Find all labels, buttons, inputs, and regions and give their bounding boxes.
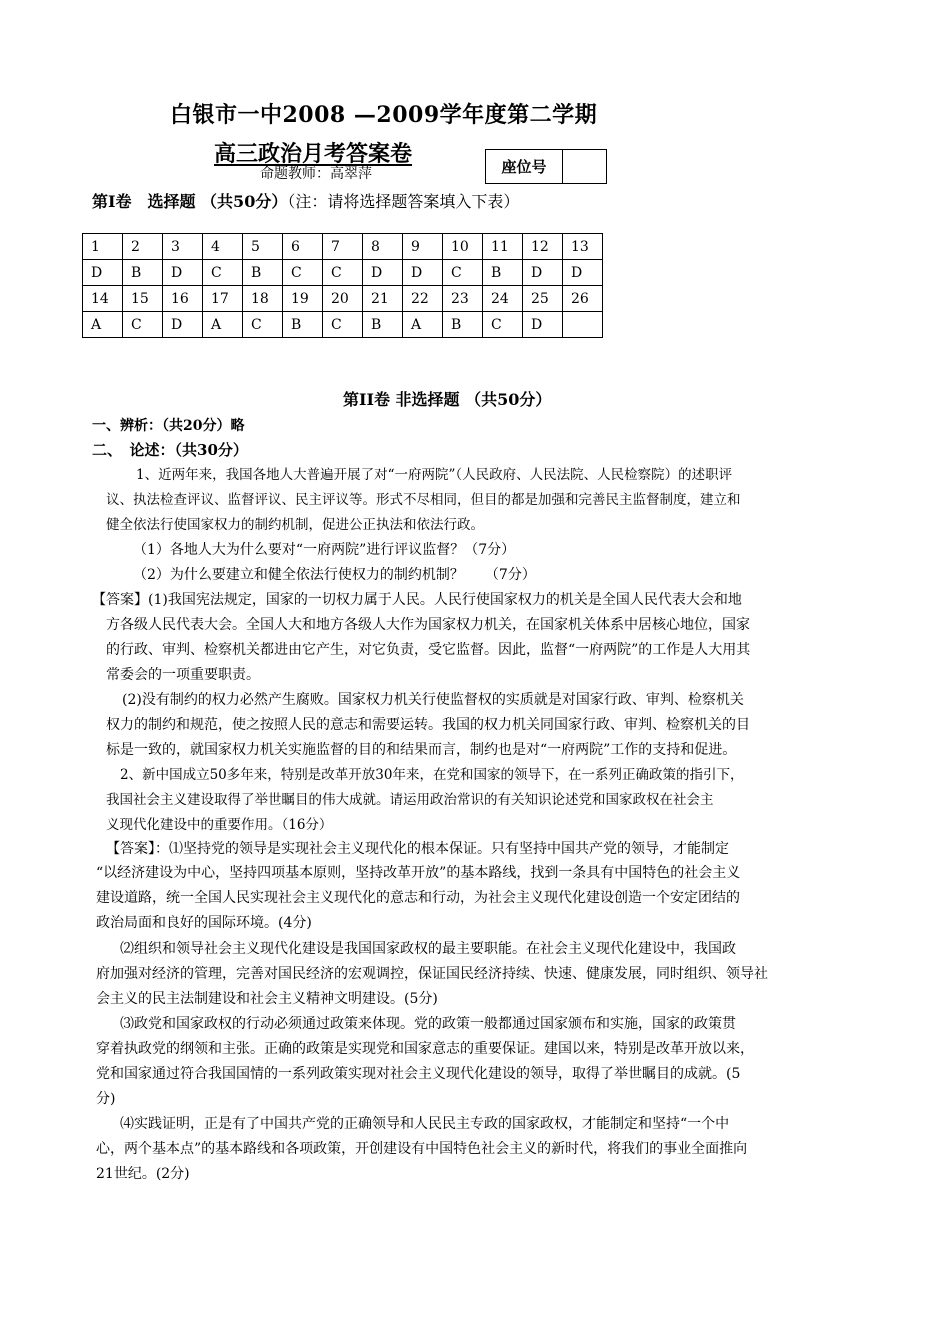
question-number-cell: 21 bbox=[363, 286, 403, 312]
q2-stem-line: 我国社会主义建设取得了举世瞩目的伟大成就。请运用政治常识的有关知识论述党和国家政权在社会主 bbox=[106, 792, 714, 808]
answer-cell: D bbox=[163, 260, 203, 286]
section-2-heading: 二、 论述：（共30分） bbox=[92, 441, 248, 459]
q1-answer-line: 方各级人民代表大会。全国人大和地方各级人大作为国家权力机关，在国家机关体系中居核心地位，国家 bbox=[106, 617, 750, 633]
q2-answer-line: 分) bbox=[96, 1091, 116, 1107]
question-number-cell: 24 bbox=[483, 286, 523, 312]
question-number-cell: 3 bbox=[163, 234, 203, 260]
q2-answer-line: 府加强对经济的管理，完善对国民经济的宏观调控，保证国民经济持续、快速、健康发展，同时组织、领导社 bbox=[96, 966, 768, 982]
question-number-cell: 4 bbox=[203, 234, 243, 260]
question-number-cell: 25 bbox=[523, 286, 563, 312]
q2-answer-line: 党和国家通过符合我国国情的一系列政策实现对社会主义现代化建设的领导，取得了举世瞩目的成就。(5 bbox=[96, 1066, 741, 1082]
answer-cell: C bbox=[443, 260, 483, 286]
answer-cell: B bbox=[243, 260, 283, 286]
q2-answer-line: ⑵组织和领导社会主义现代化建设是我国国家政权的最主要职能。在社会主义现代化建设中，我国政 bbox=[120, 941, 736, 957]
part1-note: （注：请将选择题答案填入下表） bbox=[287, 192, 520, 211]
question-number-cell: 7 bbox=[323, 234, 363, 260]
q1-stem-line: 健全依法行使国家权力的制约机制，促进公正执法和依法行政。 bbox=[106, 517, 484, 533]
q1-answer-line: 权力的制约和规范，使之按照人民的意志和需要运转。我国的权力机关同国家行政、审判、检察机关的目 bbox=[106, 717, 750, 733]
question-number-cell: 22 bbox=[403, 286, 443, 312]
q2-answer-line: 建设道路，统一全国人民实现社会主义现代化的意志和行动，为社会主义现代化建设创造一个安定团结的 bbox=[96, 890, 740, 906]
q2-answer-line: “以经济建设为中心，坚持四项基本原则，坚持改革开放”的基本路线，找到一条具有中国特色的社会主义 bbox=[96, 865, 741, 881]
question-number-cell: 17 bbox=[203, 286, 243, 312]
seat-number-field[interactable] bbox=[563, 150, 606, 183]
title-line-2: 高三政治月考答案卷 bbox=[214, 141, 413, 167]
answer-cell: B bbox=[363, 312, 403, 338]
answer-cell: A bbox=[203, 312, 243, 338]
section-1-heading: 一、辨析：（共20分）略 bbox=[92, 418, 245, 434]
question-number-cell: 20 bbox=[323, 286, 363, 312]
question-number-cell: 26 bbox=[563, 286, 603, 312]
question-number-row bbox=[83, 286, 603, 312]
q1-subquestion: （2）为什么要建立和健全依法行使权力的制约机制？ （7分） bbox=[133, 567, 536, 583]
q2-stem-line: 义现代化建设中的重要作用。（16分） bbox=[106, 817, 333, 833]
answer-cell: D bbox=[163, 312, 203, 338]
answer-cell bbox=[563, 312, 603, 338]
q2-answer-line: ⑶政党和国家政权的行动必须通过政策来体现。党的政策一般都通过国家颁布和实施，国家的政策贯 bbox=[120, 1016, 736, 1032]
answer-cell: B bbox=[483, 260, 523, 286]
q1-answer-line: 标是一致的，就国家权力机关实施监督的目的和结果而言，制约也是对“一府两院”工作的支持和促进。 bbox=[106, 742, 737, 758]
answer-cell: B bbox=[283, 312, 323, 338]
part1-title: 第Ⅰ卷 选择题 （共50分） bbox=[92, 192, 288, 211]
q2-answer-line: 穿着执政党的纲领和主张。正确的政策是实现党和国家意志的重要保证。建国以来，特别是改革开放以来， bbox=[96, 1041, 754, 1057]
question-number-cell: 6 bbox=[283, 234, 323, 260]
question-number-cell: 1 bbox=[83, 234, 123, 260]
question-number-cell: 11 bbox=[483, 234, 523, 260]
q2-answer-line: ⑷实践证明，正是有了中国共产党的正确领导和人民民主专政的国家政权，才能制定和坚持“一个中 bbox=[120, 1116, 730, 1132]
answer-cell: D bbox=[523, 312, 563, 338]
q1-stem-line: 议、执法检查评议、监督评议、民主评议等。形式不尽相同，但目的都是加强和完善民主监督制度，建立和 bbox=[106, 492, 741, 508]
question-number-cell: 14 bbox=[83, 286, 123, 312]
answer-cell: C bbox=[323, 260, 363, 286]
answer-table bbox=[82, 233, 603, 338]
q1-answer-line: 【答案】(1)我国宪法规定，国家的一切权力属于人民。人民行使国家权力的机关是全国人民代表大会和地 bbox=[92, 592, 742, 608]
q1-answer-line: 的行政、审判、检察机关都进由它产生，对它负责，受它监督。因此，监督“一府两院”的工作是人大用其 bbox=[106, 642, 751, 658]
q2-answer-line: 21世纪。(2分) bbox=[96, 1166, 190, 1182]
answer-cell: D bbox=[563, 260, 603, 286]
question-number-cell: 2 bbox=[123, 234, 163, 260]
part2-heading: 第II卷 非选择题 （共50分） bbox=[343, 390, 552, 409]
answer-cell: D bbox=[523, 260, 563, 286]
q2-answer-line: 会主义的民主法制建设和社会主义精神文明建设。(5分) bbox=[96, 991, 438, 1007]
question-number-cell: 10 bbox=[443, 234, 483, 260]
seat-number-label: 座位号 bbox=[486, 150, 563, 183]
answer-cell: C bbox=[323, 312, 363, 338]
part1-heading bbox=[92, 189, 519, 212]
answer-cell: D bbox=[83, 260, 123, 286]
question-number-cell: 12 bbox=[523, 234, 563, 260]
question-number-cell: 15 bbox=[123, 286, 163, 312]
answer-cell: A bbox=[403, 312, 443, 338]
answer-cell: D bbox=[363, 260, 403, 286]
answer-cell: C bbox=[123, 312, 163, 338]
question-number-cell: 13 bbox=[563, 234, 603, 260]
question-number-cell: 19 bbox=[283, 286, 323, 312]
answer-cell: B bbox=[123, 260, 163, 286]
title-line-1: 白银市一中2008 —2009学年度第二学期 bbox=[170, 102, 598, 128]
question-number-cell: 18 bbox=[243, 286, 283, 312]
question-number-cell: 9 bbox=[403, 234, 443, 260]
q1-answer-line: 常委会的一项重要职责。 bbox=[106, 667, 260, 683]
q2-stem-line: 2、新中国成立50多年来，特别是改革开放30年来，在党和国家的领导下，在一系列正确政策的指引下， bbox=[120, 767, 744, 783]
question-number-cell: 5 bbox=[243, 234, 283, 260]
answer-cell: D bbox=[403, 260, 443, 286]
answer-cell: B bbox=[443, 312, 483, 338]
answer-cell: C bbox=[203, 260, 243, 286]
answer-row bbox=[83, 312, 603, 338]
teacher-name: 命题教师：高翠萍 bbox=[260, 166, 372, 182]
q1-answer-line: (2)没有制约的权力必然产生腐败。国家权力机关行使监督权的实质就是对国家行政、审判、检察机关 bbox=[122, 692, 744, 708]
answer-row bbox=[83, 260, 603, 286]
question-number-cell: 16 bbox=[163, 286, 203, 312]
q2-answer-line: 心，两个基本点”的基本路线和各项政策，开创建设有中国特色社会主义的新时代，将我们的事业全面推向 bbox=[96, 1141, 748, 1157]
q1-subquestion: （1）各地人大为什么要对“一府两院”进行评议监督？（7分） bbox=[133, 542, 516, 558]
q2-answer-line: 【答案】：⑴坚持党的领导是实现社会主义现代化的根本保证。只有坚持中国共产党的领导，才能制定 bbox=[106, 841, 729, 857]
q2-answer-line: 政治局面和良好的国际环境。(4分) bbox=[96, 915, 312, 931]
seat-number-box bbox=[485, 149, 607, 184]
question-number-cell: 23 bbox=[443, 286, 483, 312]
answer-cell: A bbox=[83, 312, 123, 338]
question-number-cell: 8 bbox=[363, 234, 403, 260]
answer-cell: C bbox=[283, 260, 323, 286]
answer-cell: C bbox=[483, 312, 523, 338]
question-number-row bbox=[83, 234, 603, 260]
answer-cell: C bbox=[243, 312, 283, 338]
q1-stem-line: 1、近两年来，我国各地人大普遍开展了对“一府两院”（人民政府、人民法院、人民检察院）的述职评 bbox=[136, 467, 733, 483]
